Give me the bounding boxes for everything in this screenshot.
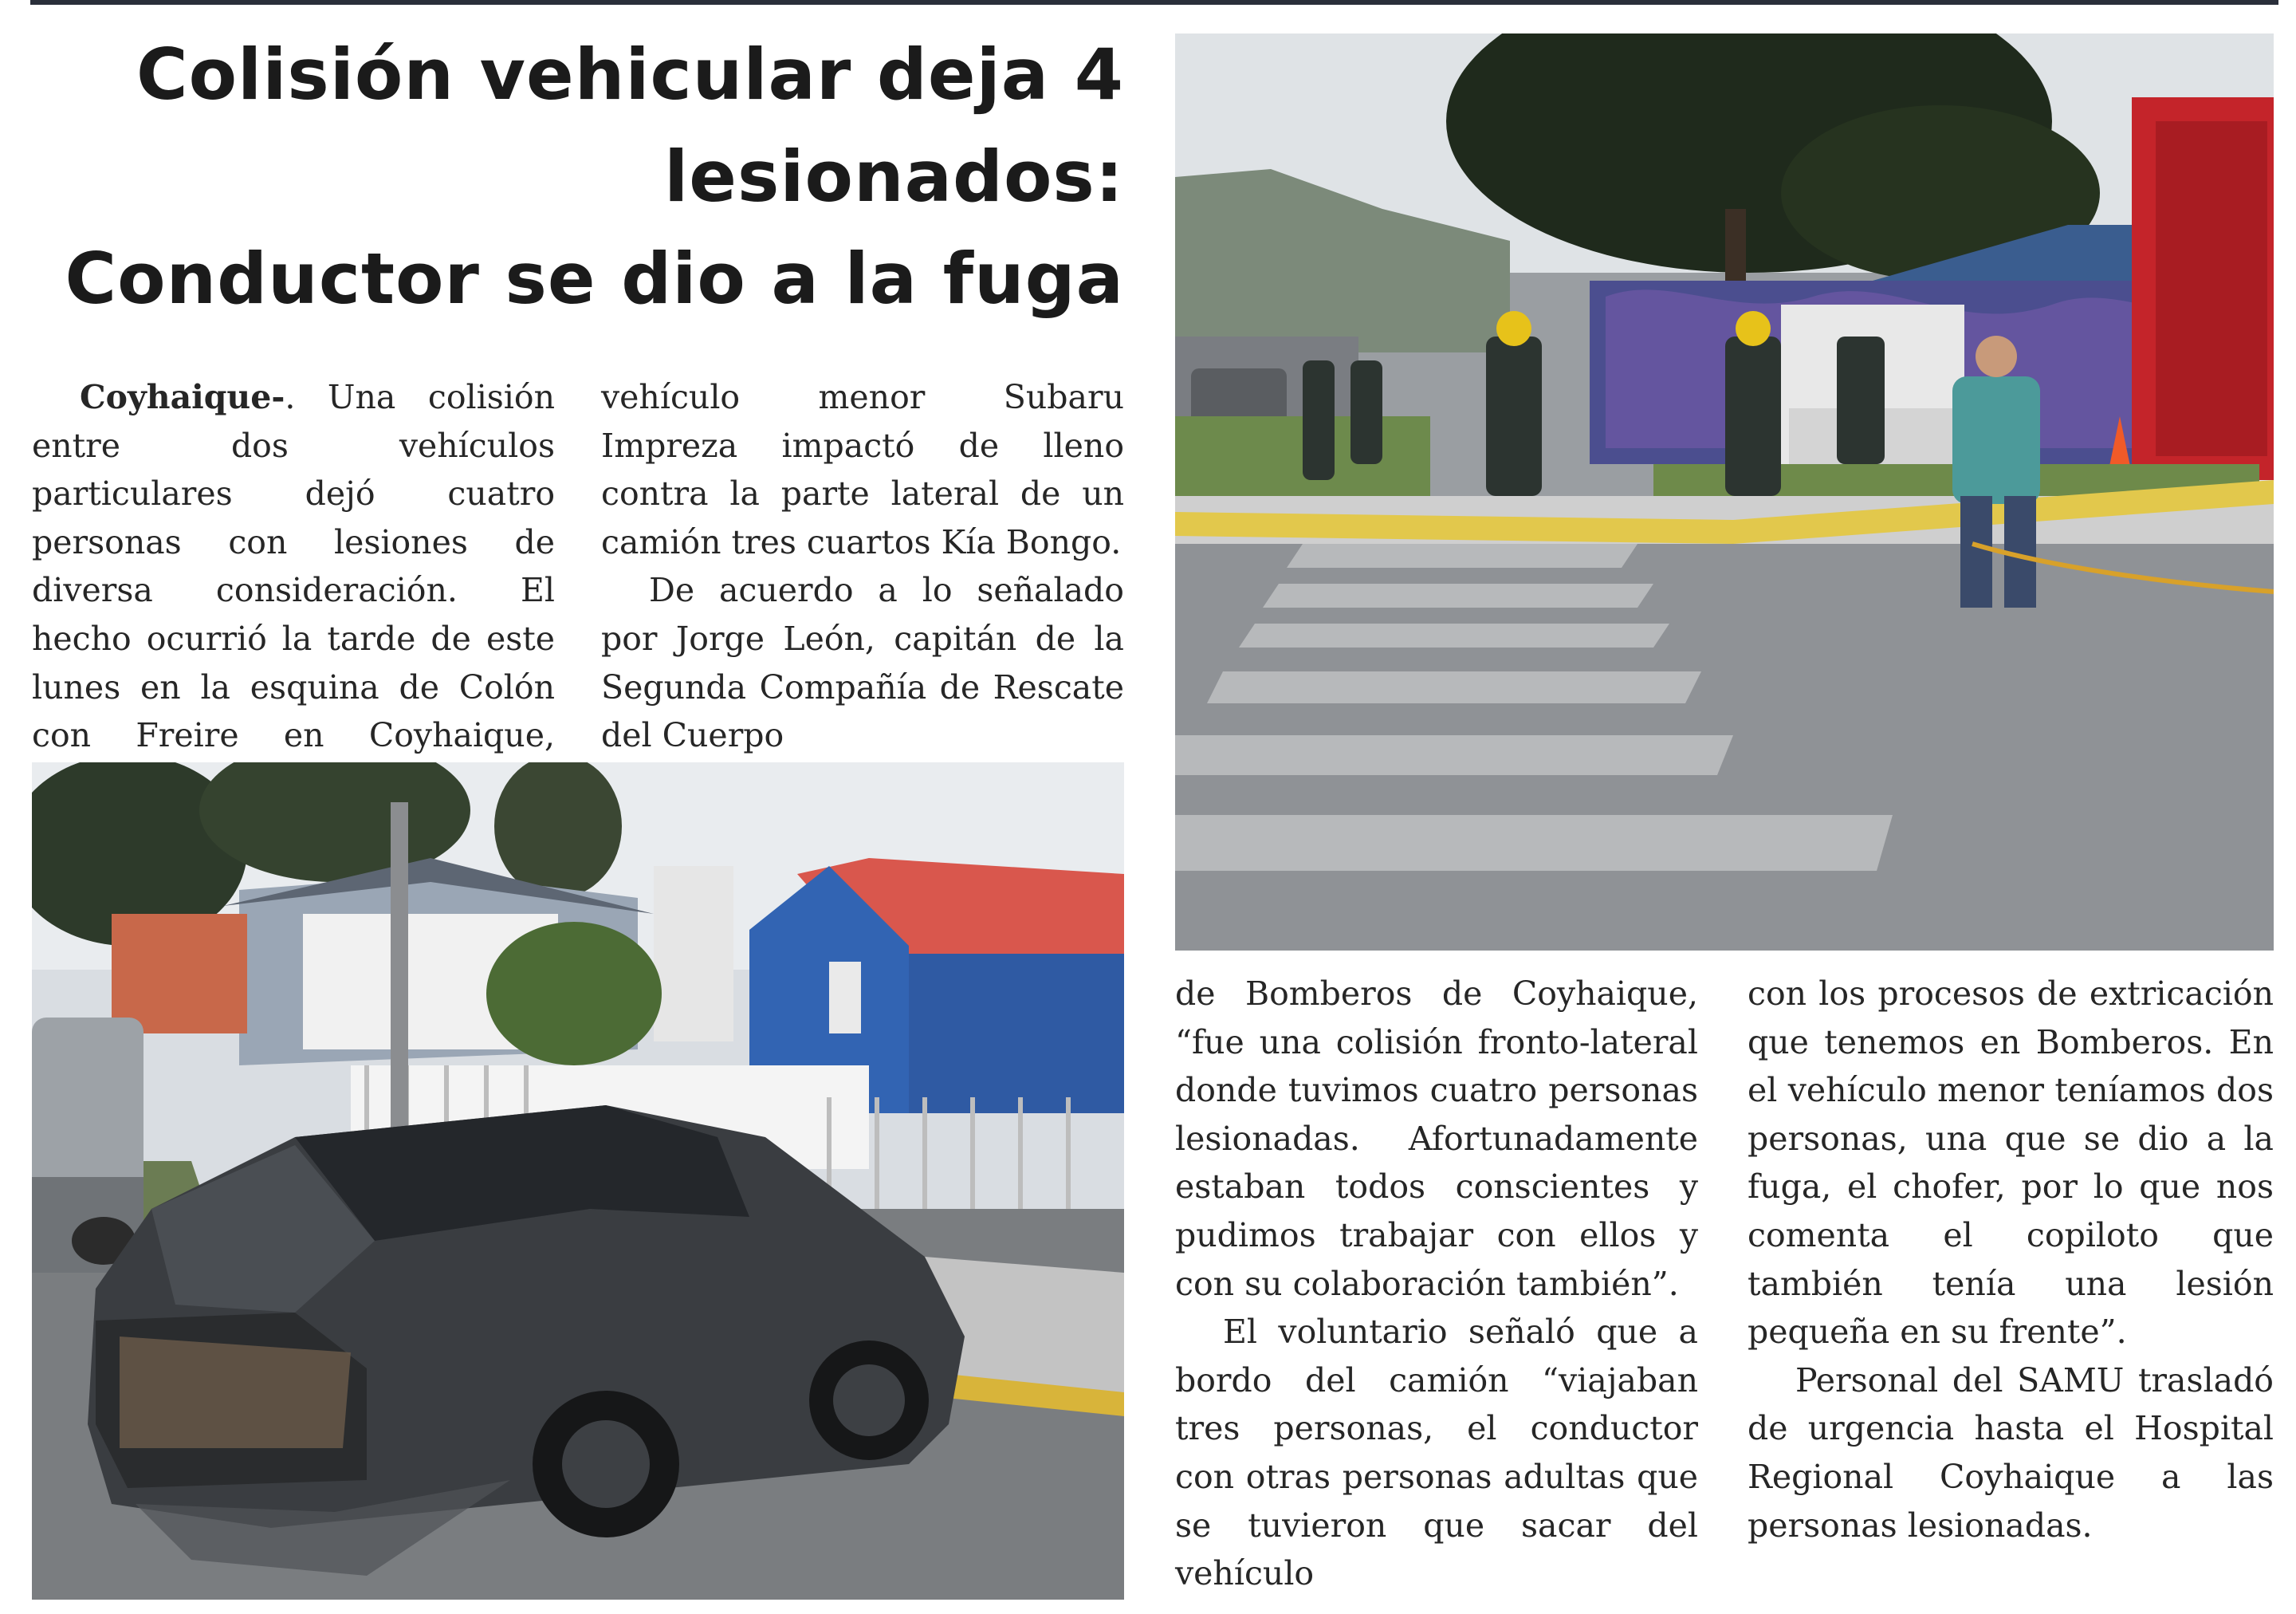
- paragraph-1-continued: vehículo menor Subaru Impreza impactó de lleno contra la parte lateral de un camión tres cuartos Kía Bongo.: [601, 378, 1124, 561]
- article-column-3: [1175, 970, 1698, 1598]
- article-column-1: [32, 373, 555, 808]
- paragraph-1: [32, 373, 555, 808]
- crashed-car-photo: [32, 762, 1124, 1600]
- article-column-4: [1748, 970, 2274, 1549]
- top-rule: [30, 0, 2278, 5]
- paragraph-4: Personal del SAMU trasladó de urgencia hasta el Hospital Regional Coyhaique a las personas lesionadas.: [1748, 1360, 2274, 1545]
- article-column-2: [601, 373, 1124, 760]
- paragraph-2: De acuerdo a lo señalado por Jorge León, capitán de la Segunda Compañía de Rescate del Cuerpo: [601, 571, 1124, 755]
- headline-line-2: lesionados:: [664, 136, 1124, 218]
- headline-line-1: Colisión vehicular deja 4: [136, 33, 1124, 116]
- dateline: Coyhaique-: [80, 378, 285, 416]
- headline-line-3: Conductor se dio a la fuga: [65, 238, 1124, 320]
- paragraph-2-continued: de Bomberos de Coyhaique, “fue una colisión fronto-lateral donde tuvimos cuatro personas lesionadas. Afortunadamente estaban todos conscientes y pudimos trabajar con ellos y con su colaboración también”.: [1175, 974, 1698, 1303]
- paragraph-3-continued: con los procesos de extricación que tenemos en Bomberos. En el vehículo menor teníamos dos personas, una que se dio a la fuga, el chofer, por lo que nos comenta el copiloto que también tenía una lesión pequeña en su frente”.: [1748, 974, 2274, 1352]
- headline: [32, 24, 1124, 330]
- paragraph-1-text: . Una colisión entre dos vehículos particulares dejó cuatro personas con lesiones de diversa consideración. El hecho ocurrió la tarde de este lunes en la esquina de Colón con Freire en Coyhaique,: [32, 378, 555, 755]
- accident-scene-photo-image: [1175, 33, 2274, 951]
- paragraph-3: El voluntario señaló que a bordo del camión “viajaban tres personas, el conductor con otras personas adultas que se tuvieron que sacar del vehículo: [1175, 1313, 1698, 1593]
- accident-scene-photo: [1175, 33, 2274, 951]
- crashed-car-photo-image: [32, 762, 1124, 1600]
